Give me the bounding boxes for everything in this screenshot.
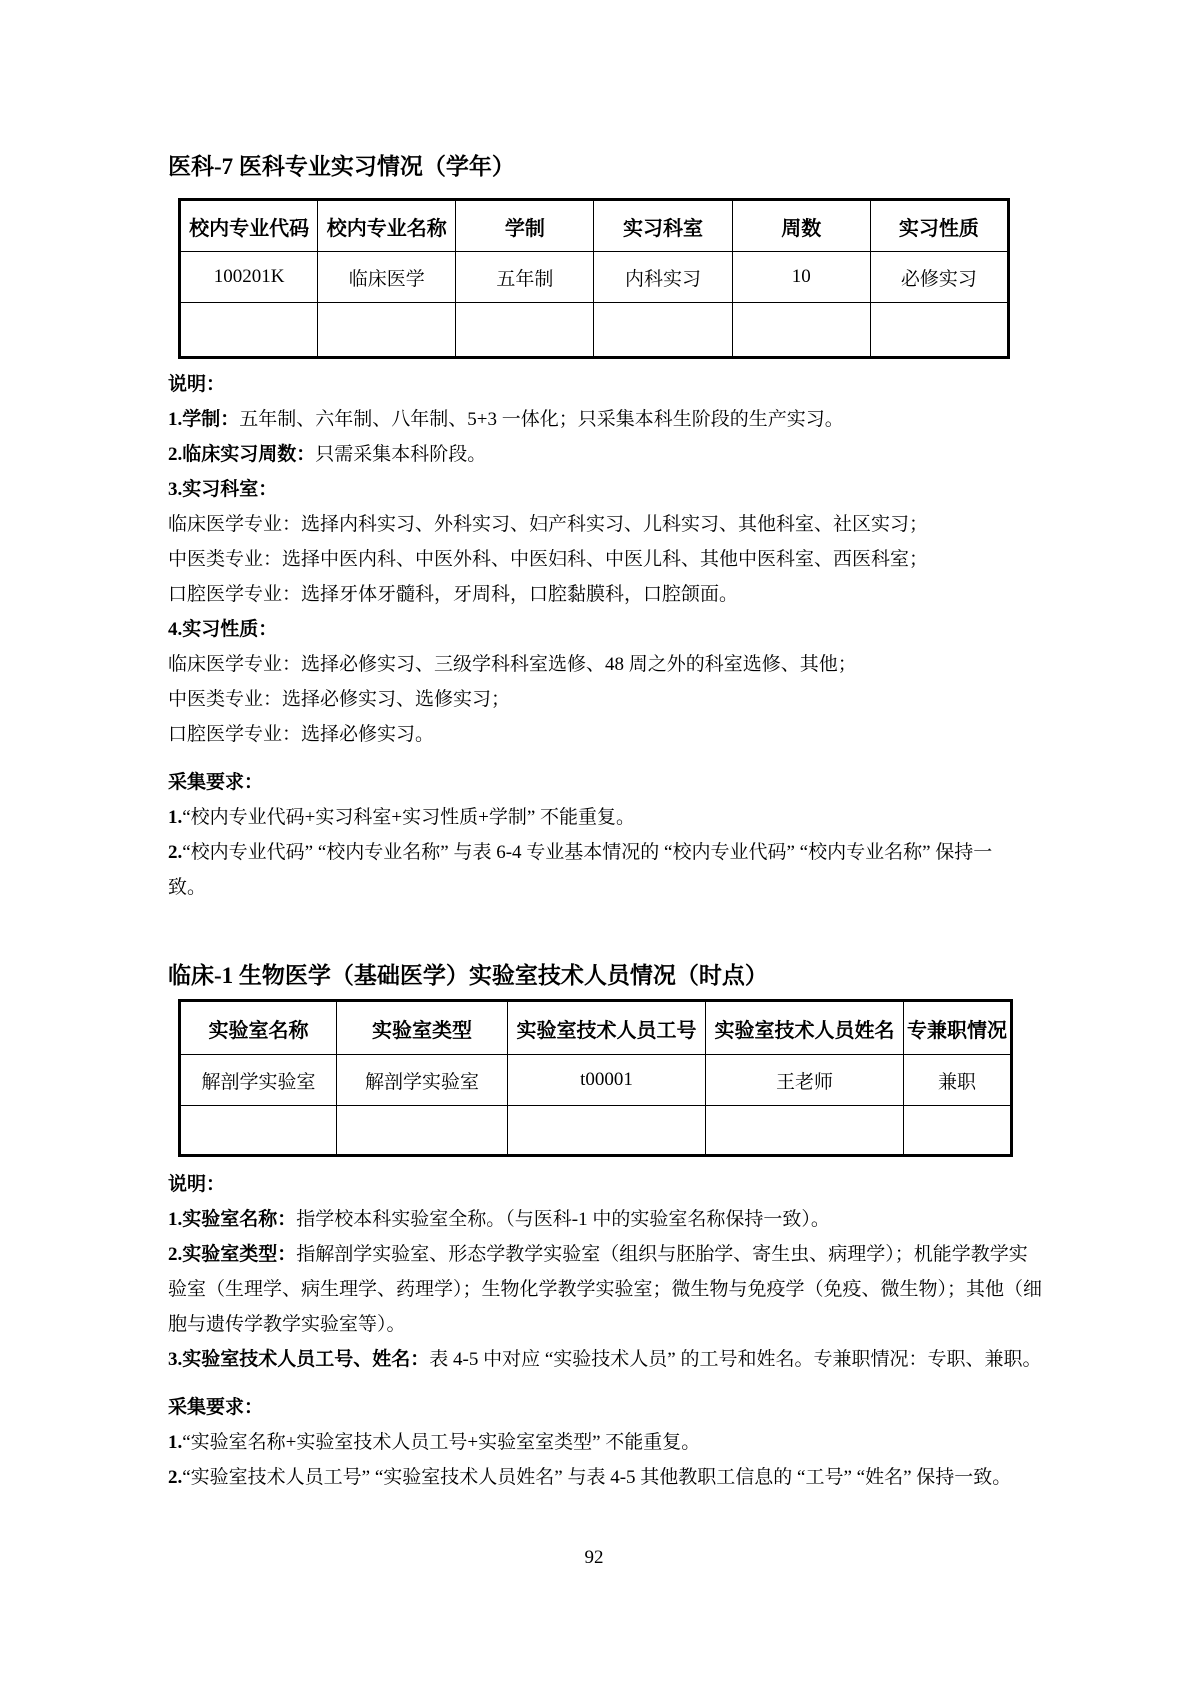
table-cell: 内科实习 <box>594 252 732 303</box>
note-text: 临床医学专业：选择内科实习、外科实习、妇产科实习、儿科实习、其他科室、社区实习； <box>168 514 929 535</box>
req-text: “实验室名称+实验室技术人员工号+实验室室类型” 不能重复。 <box>182 1432 701 1453</box>
table-cell: 解剖学实验室 <box>180 1055 337 1106</box>
section1-table <box>178 198 1010 359</box>
table-cell: 兼职 <box>904 1055 1012 1106</box>
table-cell <box>508 1106 706 1156</box>
table-cell <box>318 303 456 358</box>
req-line <box>168 1460 1038 1495</box>
req-text: “实验室技术人员工号” “实验室技术人员姓名” 与表 4-5 其他教职工信息的 “工号” “姓名” 保持一致。 <box>182 1467 1012 1488</box>
note-line <box>168 437 1038 472</box>
req-label: 2. <box>168 842 183 863</box>
table-row <box>180 252 1009 303</box>
table-cell: 100201K <box>180 252 318 303</box>
req-line <box>168 870 1038 905</box>
table-cell <box>180 303 318 358</box>
note-line <box>168 717 1038 752</box>
section2-table <box>178 999 1013 1157</box>
note-text: 指解剖学实验室、形态学教学实验室（组织与胚胎学、寄生虫、病理学）；机能学教学实 <box>296 1244 1028 1265</box>
col-header: 专兼职情况 <box>904 1001 1012 1055</box>
note-line <box>168 402 1038 437</box>
table-row-empty <box>180 303 1009 358</box>
note-text: 胞与遗传学教学实验室等）。 <box>168 1314 406 1335</box>
table-header-row <box>180 200 1009 252</box>
note-label: 2.实验室类型： <box>168 1244 297 1265</box>
col-header: 校内专业代码 <box>180 200 318 252</box>
col-header: 实验室技术人员工号 <box>508 1001 706 1055</box>
note-text: 口腔医学专业：选择牙体牙髓科，牙周科，口腔黏膜科，口腔颌面。 <box>168 584 739 605</box>
note-text: 验室（生理学、病生理学、药理学）；生物化学教学实验室；微生物与免疫学（免疫、微生物）；其他（细 <box>168 1279 1043 1300</box>
note-label: 4.实习性质： <box>168 619 278 640</box>
section2-title: 临床-1 生物医学（基础医学）实验室技术人员情况（时点） <box>168 963 768 988</box>
table-cell <box>180 1106 337 1156</box>
note-line <box>168 1307 1038 1342</box>
col-header: 实习科室 <box>594 200 732 252</box>
req-text: 致。 <box>168 877 207 898</box>
note-text: 五年制、六年制、八年制、5+3 一体化；只采集本科生阶段的生产实习。 <box>239 409 844 430</box>
note-text: 只需采集本科阶段。 <box>315 444 487 465</box>
table-cell: 临床医学 <box>318 252 456 303</box>
note-label: 1.学制： <box>168 409 240 430</box>
note-line <box>168 647 1038 682</box>
req-line <box>168 1425 1038 1460</box>
table-cell <box>456 303 594 358</box>
note-text: 指学校本科实验室全称。（与医科-1 中的实验室名称保持一致）。 <box>296 1209 830 1230</box>
note-line <box>168 1342 1042 1377</box>
note-line <box>168 1202 1038 1237</box>
note-label: 2.临床实习周数： <box>168 444 316 465</box>
table-cell <box>904 1106 1012 1156</box>
note-line <box>168 542 1038 577</box>
table-header-row <box>180 1001 1012 1055</box>
table-cell <box>337 1106 508 1156</box>
req-label: 2. <box>168 1467 183 1488</box>
page-content <box>168 0 1043 1573</box>
table-cell <box>732 303 870 358</box>
note-text: 口腔医学专业：选择必修实习。 <box>168 724 435 745</box>
req-heading: 采集要求： <box>168 1397 264 1418</box>
col-header: 学制 <box>456 200 594 252</box>
note-text: 临床医学专业：选择必修实习、三级学科科室选修、48 周之外的科室选修、其他； <box>168 654 857 675</box>
note-text: 表 4-5 中对应 “实验技术人员” 的工号和姓名。专兼职情况：专职、兼职。 <box>429 1349 1042 1370</box>
note-line <box>168 472 1038 507</box>
section2-notes <box>168 1167 1043 1377</box>
req-text: “校内专业代码” “校内专业名称” 与表 6-4 专业基本情况的 “校内专业代码” “校内专业名称” 保持一 <box>182 842 993 863</box>
table-cell: 必修实习 <box>870 252 1008 303</box>
table-cell <box>870 303 1008 358</box>
col-header: 实验室名称 <box>180 1001 337 1055</box>
section2-requirements <box>168 1390 1038 1495</box>
note-text: 中医类专业：选择中医内科、中医外科、中医妇科、中医儿科、其他中医科室、西医科室； <box>168 549 929 570</box>
note-line <box>168 1272 1043 1307</box>
note-text: 中医类专业：选择必修实习、选修实习； <box>168 689 511 710</box>
table-cell <box>594 303 732 358</box>
table-cell: 五年制 <box>456 252 594 303</box>
table-cell: 王老师 <box>706 1055 904 1106</box>
req-heading: 采集要求： <box>168 772 264 793</box>
note-label: 3.实验室技术人员工号、姓名： <box>168 1349 430 1370</box>
req-label: 1. <box>168 1432 183 1453</box>
table-cell <box>706 1106 904 1156</box>
note-label: 1.实验室名称： <box>168 1209 297 1230</box>
col-header: 校内专业名称 <box>318 200 456 252</box>
col-header: 实习性质 <box>870 200 1008 252</box>
note-line <box>168 577 1038 612</box>
table-row-empty <box>180 1106 1012 1156</box>
note-line <box>168 612 1038 647</box>
note-line <box>168 507 1038 542</box>
col-header: 实验室类型 <box>337 1001 508 1055</box>
table-row <box>180 1055 1012 1106</box>
table-cell: t00001 <box>508 1055 706 1106</box>
req-line <box>168 835 1038 870</box>
note-line <box>168 682 1038 717</box>
table-cell: 10 <box>732 252 870 303</box>
page-number: 92 <box>584 1547 604 1568</box>
section1-notes <box>168 367 1038 752</box>
notes-heading: 说明： <box>168 374 226 395</box>
section1-title: 医科-7 医科专业实习情况（学年） <box>168 154 515 179</box>
note-line <box>168 1237 1038 1272</box>
note-label: 3.实习科室： <box>168 479 278 500</box>
req-label: 1. <box>168 807 183 828</box>
req-text: “校内专业代码+实习科室+实习性质+学制” 不能重复。 <box>182 807 636 828</box>
col-header: 实验室技术人员姓名 <box>706 1001 904 1055</box>
section1-requirements <box>168 765 1038 905</box>
table-cell: 解剖学实验室 <box>337 1055 508 1106</box>
notes-heading: 说明： <box>168 1174 226 1195</box>
req-line <box>168 800 1038 835</box>
col-header: 周数 <box>732 200 870 252</box>
